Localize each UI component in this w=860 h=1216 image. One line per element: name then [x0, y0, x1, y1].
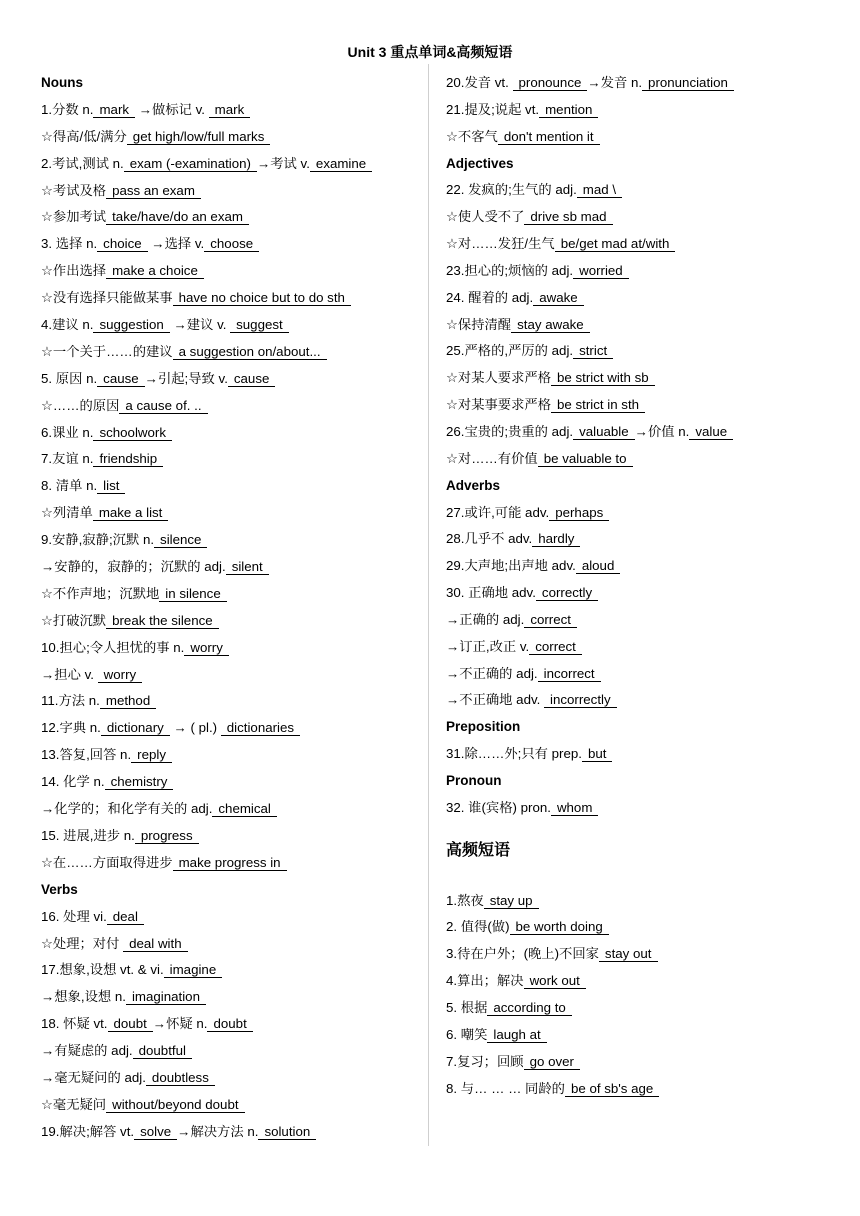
prompt-text: ☆对……发狂/生气 [446, 236, 555, 252]
vocab-entry [41, 231, 423, 258]
prompt-text: ☆没有选择只能做某事 [41, 290, 173, 306]
vocab-entry [41, 97, 423, 124]
answer-blank: value [689, 424, 733, 440]
prompt-text: 11.方法 n. [41, 693, 100, 709]
prompt-text: 26.宝贵的;贵重的 adj. [446, 423, 574, 439]
vocab-entry [446, 634, 846, 661]
vocab-entry [446, 312, 846, 339]
vocab-entry [41, 554, 423, 581]
answer-blank: dictionary [101, 720, 170, 736]
vocab-entry [41, 366, 423, 393]
answer-blank: doubtful [133, 1043, 192, 1059]
vocab-entry [41, 742, 423, 769]
prompt-text: 2. 值得(做) [446, 919, 510, 935]
prompt-text: ☆考试及格 [41, 182, 107, 198]
answer-blank: doubt [207, 1016, 252, 1032]
vocab-entry [41, 931, 423, 958]
prompt-text: 18. 怀疑 vt. [41, 1016, 108, 1032]
answer-blank: drive sb mad [524, 209, 612, 225]
vocab-entry [41, 178, 423, 205]
answer-blank: work out [524, 973, 586, 989]
vocab-entry [41, 796, 423, 823]
vocab-entry [41, 1065, 423, 1092]
answer-blank: be strict with sb [551, 370, 655, 386]
vocab-entry [446, 258, 846, 285]
prompt-text: →不正确地 adv. [446, 692, 545, 708]
prompt-text: 17.想象,设想 vt. & vi. [41, 962, 164, 978]
prompt-text: 16. 处理 vi. [41, 908, 107, 924]
answer-blank: worry [184, 640, 229, 656]
vocab-entry [446, 995, 846, 1022]
answer-blank: be of sb's age [565, 1081, 659, 1097]
vocab-entry [41, 608, 423, 635]
answer-blank: hardly [532, 531, 580, 547]
prompt-text: 7.复习；回顾 [446, 1053, 524, 1069]
prompt-text: 27.或许,可能 adv. [446, 504, 550, 520]
answer-blank: according to [487, 1000, 571, 1016]
vocab-entry [446, 338, 846, 365]
answer-blank: a suggestion on/about... [173, 344, 327, 360]
vocab-entry [446, 526, 846, 553]
answer-blank: doubt [108, 1016, 153, 1032]
vocab-entry [41, 312, 423, 339]
vocab-entry [446, 580, 846, 607]
prompt-text: 3. 选择 n. [41, 236, 98, 252]
prompt-text: →毫无疑问的 adj. [41, 1069, 146, 1085]
prompt-text: ☆毫无疑问 [41, 1096, 107, 1112]
vocab-entry [446, 888, 846, 915]
answer-blank: doubtless [146, 1070, 215, 1086]
prompt-text: 1.熬夜 [446, 892, 484, 908]
answer-blank: silent [226, 559, 269, 575]
prompt-text: ☆一个关于……的建议 [41, 343, 173, 359]
answer-blank: deal [107, 909, 144, 925]
prompt-text: →有疑虑的 adj. [41, 1043, 133, 1059]
answer-blank: dictionaries [221, 720, 300, 736]
right-column [446, 70, 846, 1102]
prompt-text: 31.除……外;只有 prep. [446, 746, 582, 762]
vocab-entry [41, 769, 423, 796]
answer-blank: stay out [599, 946, 658, 962]
prompt-text: 7.友谊 n. [41, 451, 94, 467]
answer-blank: awake [533, 290, 583, 306]
answer-blank: stay up [484, 893, 539, 909]
vocab-entry [41, 904, 423, 931]
answer-blank: stay awake [511, 317, 590, 333]
vocab-entry [41, 124, 423, 151]
section-heading: Adverbs [446, 477, 501, 493]
answer-blank: solution [258, 1124, 316, 1140]
vocab-entry [41, 662, 423, 689]
prompt-text: ☆参加考试 [41, 209, 107, 225]
prompt-text: ☆不作声地；沉默地 [41, 585, 160, 601]
vocab-entry [446, 231, 846, 258]
answer-blank: progress [135, 828, 199, 844]
vocab-entry [446, 204, 846, 231]
answer-blank: in silence [159, 586, 226, 602]
prompt-text: 4.建议 n. [41, 317, 94, 333]
answer-blank: be strict in sth [551, 397, 645, 413]
answer-blank: suggestion [93, 317, 169, 333]
prompt-text: →正确的 adj. [446, 611, 525, 627]
prompt-text: 1.分数 n. [41, 101, 94, 117]
vocab-entry [41, 581, 423, 608]
prompt-text: 14. 化学 n. [41, 774, 105, 790]
section-heading: Pronoun [446, 772, 502, 788]
vocab-entry [41, 204, 423, 231]
answer-blank: schoolwork [93, 425, 172, 441]
prompt-text: ☆在……方面取得进步 [41, 854, 173, 870]
answer-blank: chemistry [105, 774, 174, 790]
vocab-entry [446, 795, 846, 822]
prompt-text: 3.待在户外；(晚上)不回家 [446, 946, 599, 962]
section-heading: Adjectives [446, 155, 514, 171]
prompt-text: 25.严格的,严厉的 adj. [446, 343, 574, 359]
answer-blank: make progress in [173, 855, 287, 871]
answer-blank: without/beyond doubt [106, 1097, 244, 1113]
prompt-text: ☆作出选择 [41, 263, 107, 279]
answer-blank: imagination [126, 989, 206, 1005]
prompt-text: →做标记 v. [135, 101, 209, 117]
prompt-text: ☆打破沉默 [41, 612, 107, 628]
vocab-entry [446, 124, 846, 151]
answer-blank: choice [97, 236, 147, 252]
answer-blank: imagine [164, 962, 223, 978]
prompt-text: →想象,设想 n. [41, 989, 126, 1005]
answer-blank: aloud [576, 558, 621, 574]
vocab-entry [446, 285, 846, 312]
answer-blank: worry [98, 667, 143, 683]
vocab-entry [446, 741, 846, 768]
prompt-text: →担心 v. [41, 666, 98, 682]
vocab-entry [446, 446, 846, 473]
answer-blank: friendship [93, 451, 163, 467]
answer-blank: silence [154, 532, 207, 548]
prompt-text: ☆得高/低/满分 [41, 128, 127, 144]
prompt-text: ☆对……有价值 [446, 450, 538, 466]
prompt-text: 4.算出；解决 [446, 973, 524, 989]
vocab-entry [446, 70, 846, 97]
prompt-text: 15. 进展,进步 n. [41, 827, 135, 843]
vocab-entry [446, 968, 846, 995]
vocab-entry [446, 553, 846, 580]
vocab-entry [41, 1092, 423, 1119]
prompt-text: ☆列清单 [41, 505, 93, 521]
answer-blank: be valuable to [538, 451, 633, 467]
vocab-entry [41, 1038, 423, 1065]
answer-blank: list [97, 478, 125, 494]
prompt-text: 19.解决;解答 vt. [41, 1123, 135, 1139]
vocab-entry [41, 527, 423, 554]
vocab-entry [41, 635, 423, 662]
prompt-text: 23.担心的;烦恼的 adj. [446, 262, 574, 278]
answer-blank: but [582, 746, 613, 762]
answer-blank: perhaps [549, 505, 609, 521]
prompt-text: ☆不客气 [446, 128, 498, 144]
answer-blank: mention [539, 102, 598, 118]
vocab-entry [41, 500, 423, 527]
answer-blank: choose [204, 236, 259, 252]
vocab-entry [41, 850, 423, 877]
prompt-text: ☆使人受不了 [446, 209, 525, 225]
answer-blank: break the silence [106, 613, 219, 629]
answer-blank: be worth doing [510, 919, 609, 935]
vocab-entry [446, 392, 846, 419]
answer-blank: mark [209, 102, 251, 118]
prompt-text: 32. 谁(宾格) pron. [446, 799, 551, 815]
answer-blank: deal with [123, 936, 187, 952]
vocab-entry [446, 97, 846, 124]
prompt-text: →订正,改正 v. [446, 638, 530, 654]
answer-blank: pass an exam [106, 183, 201, 199]
spacer [446, 862, 846, 888]
vocab-entry [446, 365, 846, 392]
vocab-entry [446, 1022, 846, 1049]
vocab-entry [41, 984, 423, 1011]
answer-blank: don't mention it [498, 129, 600, 145]
answer-blank: examine [310, 156, 372, 172]
prompt-text: 6. 嘲笑 [446, 1026, 488, 1042]
prompt-text: 13.答复,回答 n. [41, 747, 132, 763]
answer-blank: pronounce [513, 75, 588, 91]
prompt-text: 24. 醒着的 adj. [446, 289, 534, 305]
answer-blank: reply [131, 747, 172, 763]
prompt-text: 21.提及;说起 vt. [446, 101, 540, 117]
section-heading: Verbs [41, 881, 78, 897]
prompt-text: ☆对某事要求严格 [446, 397, 551, 413]
answer-blank: a cause of. .. [119, 398, 207, 414]
answer-blank: go over [524, 1054, 580, 1070]
answer-blank: get high/low/full marks [127, 129, 271, 145]
vocab-entry [446, 1076, 846, 1103]
answer-blank: incorrectly [544, 692, 617, 708]
vocab-entry [41, 715, 423, 742]
answer-blank: strict [573, 343, 613, 359]
vocab-entry [41, 258, 423, 285]
answer-blank: be/get mad at/with [555, 236, 676, 252]
answer-blank: take/have/do an exam [106, 209, 249, 225]
prompt-text: →选择 v. [147, 236, 205, 252]
answer-blank: valuable [573, 424, 635, 440]
prompt-text: 8. 与… … … 同龄的 [446, 1080, 565, 1096]
prompt-text: →价值 n. [634, 423, 690, 439]
prompt-text: 12.字典 n. [41, 720, 101, 736]
answer-blank: correctly [536, 585, 598, 601]
prompt-text: 29.大声地;出声地 adv. [446, 558, 576, 574]
answer-blank: pronunciation [642, 75, 734, 91]
prompt-text: →解决方法 n. [177, 1123, 259, 1139]
vocab-entry [41, 420, 423, 447]
answer-blank: cause [97, 371, 144, 387]
prompt-text: 2.考试,测试 n. [41, 155, 124, 171]
answer-blank: exam (-examination) [124, 156, 257, 172]
answer-blank: mad \ [577, 182, 622, 198]
vocab-entry [41, 688, 423, 715]
left-column [41, 70, 423, 1146]
answer-blank: have no choice but to do sth [173, 290, 351, 306]
prompt-text: 5. 根据 [446, 1000, 488, 1015]
prompt-text: →安静的，寂静的；沉默的 adj. [41, 559, 226, 575]
answer-blank: mark [93, 102, 135, 118]
answer-blank: make a list [93, 505, 169, 521]
prompt-text: →考试 v. [256, 155, 310, 171]
prompt-text: →怀疑 n. [152, 1016, 208, 1032]
prompt-text: → ( pl.) [169, 720, 221, 736]
vocab-entry [41, 1011, 423, 1038]
answer-blank: method [100, 693, 156, 709]
prompt-text: ☆……的原因 [41, 397, 120, 413]
prompt-text: 20.发音 vt. [446, 75, 513, 90]
vocab-entry [446, 914, 846, 941]
answer-blank: worried [573, 263, 629, 279]
vocab-entry [446, 500, 846, 527]
vocab-entry [41, 1119, 423, 1146]
prompt-text: 8. 清单 n. [41, 478, 98, 494]
page-title: Unit 3 重点单词&高频短语 [347, 44, 513, 60]
phrases-heading: 高频短语 [446, 841, 511, 859]
vocab-entry [446, 687, 846, 714]
section-heading: Nouns [41, 75, 83, 90]
vocab-entry [446, 607, 846, 634]
vocab-entry [446, 419, 846, 446]
answer-blank: correct [524, 612, 577, 628]
prompt-text: 30. 正确地 adv. [446, 585, 536, 601]
vocab-entry [41, 823, 423, 850]
answer-blank: correct [529, 639, 582, 655]
prompt-text: 22. 发疯的;生气的 adj. [446, 182, 577, 198]
vocab-entry [41, 285, 423, 312]
column-divider [428, 64, 429, 1146]
prompt-text: →引起;导致 v. [144, 370, 228, 386]
prompt-text: 6.课业 n. [41, 424, 94, 440]
section-heading: Preposition [446, 719, 521, 735]
prompt-text: ☆处理；对付 [41, 935, 124, 951]
vocab-entry [446, 177, 846, 204]
vocab-entry [41, 339, 423, 366]
vocab-entry [446, 1049, 846, 1076]
vocab-entry [41, 393, 423, 420]
vocab-entry [41, 473, 423, 500]
prompt-text: 9.安静,寂静;沉默 n. [41, 532, 155, 548]
answer-blank: laugh at [487, 1027, 546, 1043]
prompt-text: 5. 原因 n. [41, 370, 98, 386]
prompt-text: →建议 v. [169, 317, 231, 333]
vocab-entry [446, 661, 846, 688]
answer-blank: cause [228, 371, 275, 387]
answer-blank: whom [551, 800, 598, 816]
prompt-text: →不正确的 adj. [446, 665, 538, 681]
answer-blank: suggest [230, 317, 289, 333]
vocab-entry [446, 941, 846, 968]
prompt-text: ☆对某人要求严格 [446, 370, 551, 386]
answer-blank: chemical [212, 801, 276, 817]
prompt-text: 28.几乎不 adv. [446, 531, 533, 547]
vocab-entry [41, 446, 423, 473]
vocab-entry [41, 151, 423, 178]
prompt-text: 10.担心;令人担忧的事 n. [41, 639, 185, 655]
vocab-entry [41, 957, 423, 984]
answer-blank: incorrect [538, 666, 601, 682]
answer-blank: make a choice [106, 263, 204, 279]
prompt-text: →化学的；和化学有关的 adj. [41, 801, 213, 817]
answer-blank: solve [134, 1124, 177, 1140]
prompt-text: ☆保持清醒 [446, 316, 512, 332]
prompt-text: →发音 n. [587, 75, 643, 90]
